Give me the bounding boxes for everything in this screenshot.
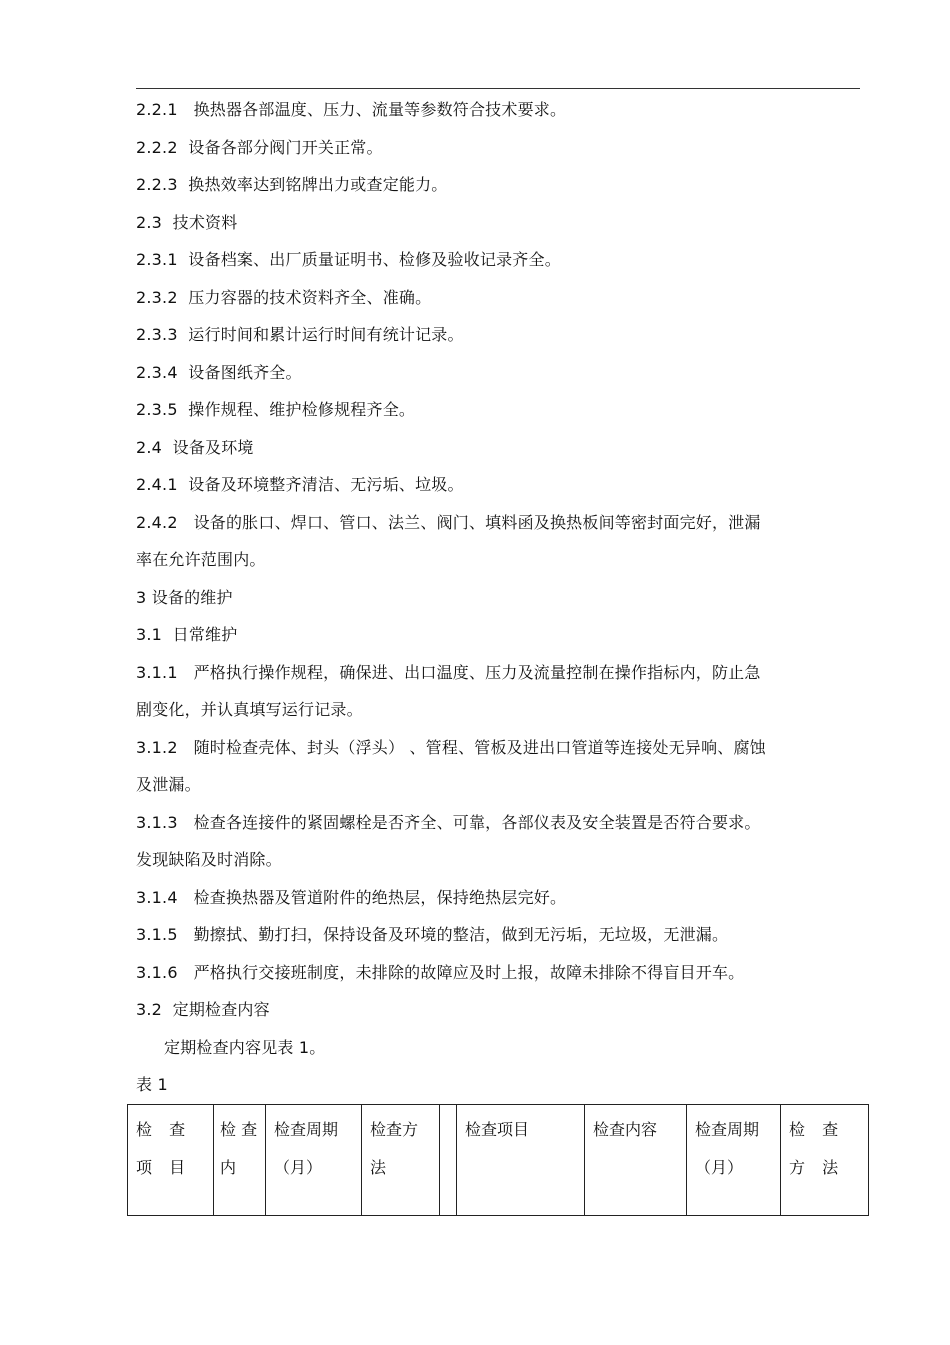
clause-text: 运行时间和累计运行时间有统计记录。 — [188, 325, 464, 344]
clause-text: 换热器各部温度、压力、流量等参数符合技术要求。 — [193, 100, 567, 119]
clause-text: 换热效率达到铭牌出力或查定能力。 — [188, 175, 448, 194]
section-heading — [136, 434, 860, 472]
section-heading — [136, 209, 860, 247]
clause-line — [136, 959, 860, 997]
header-cell-period-2: 检查周期（月） — [687, 1105, 781, 1216]
clause-number: 2.2.2 — [136, 137, 178, 157]
clause-line — [136, 659, 860, 697]
clause-line — [136, 321, 860, 359]
clause-text: 及泄漏。 — [136, 775, 201, 794]
clause-line — [136, 396, 860, 434]
header-cell-method-2: 检 查 方 法 — [781, 1105, 869, 1216]
document-body — [136, 96, 860, 1109]
clause-number: 2.3.4 — [136, 362, 178, 382]
clause-number: 3 — [136, 587, 147, 607]
clause-line — [136, 921, 860, 959]
clause-number: 2.2.3 — [136, 175, 178, 194]
clause-number: 3.1.1 — [136, 662, 178, 682]
clause-text: 设备的维护 — [151, 587, 233, 607]
header-cell-content: 检 查 内 — [214, 1105, 266, 1216]
clause-number: 3.1.3 — [136, 812, 178, 832]
clause-text: 剧变化，并认真填写运行记录。 — [136, 700, 363, 719]
clause-number: 3.2 — [136, 1000, 163, 1019]
header-cell-item-2: 检查项目 — [457, 1105, 585, 1216]
clause-text: 随时检查壳体、封头（浮头） 、管程、管板及进出口管道等连接处无异响、腐蚀 — [193, 737, 766, 757]
clause-line — [136, 284, 860, 322]
clause-number: 2.4.2 — [136, 512, 178, 532]
clause-text: 严格执行操作规程，确保进、出口温度、压力及流量控制在操作指标内，防止急 — [193, 662, 761, 682]
chapter-heading — [136, 584, 860, 622]
clause-line — [136, 134, 860, 172]
inspection-table — [127, 1104, 869, 1216]
clause-number: 3.1 — [136, 625, 163, 644]
section-heading — [136, 996, 860, 1034]
clause-text: 设备各部分阀门开关正常。 — [188, 137, 383, 157]
clause-number: 2.4 — [136, 437, 163, 457]
clause-text: 定期检查内容 — [172, 1000, 270, 1019]
clause-line — [136, 471, 860, 509]
clause-text: 勤擦拭、勤打扫，保持设备及环境的整洁，做到无污垢，无垃圾，无泄漏。 — [193, 925, 729, 944]
clause-line — [136, 509, 860, 547]
clause-continuation — [136, 771, 860, 809]
clause-number: 3.1.5 — [136, 925, 178, 944]
table-label: 表 1 — [136, 1075, 168, 1094]
clause-text: 技术资料 — [172, 212, 238, 232]
header-rule — [136, 88, 860, 89]
clause-line — [136, 171, 860, 209]
clause-text: 设备图纸齐全。 — [188, 362, 302, 382]
clause-line — [136, 884, 860, 922]
clause-text: 设备档案、出厂质量证明书、检修及验收记录齐全。 — [188, 250, 561, 269]
clause-number: 2.3.5 — [136, 400, 178, 419]
clause-number: 3.1.2 — [136, 737, 178, 757]
section-heading — [136, 621, 860, 659]
intro-text: 定期检查内容见表 1。 — [164, 1037, 326, 1057]
clause-text: 严格执行交接班制度，未排除的故障应及时上报，故障未排除不得盲目开车。 — [193, 962, 745, 982]
clause-number: 2.3.1 — [136, 250, 178, 269]
clause-number: 2.3.3 — [136, 325, 178, 344]
clause-text: 检查换热器及管道附件的绝热层，保持绝热层完好。 — [193, 887, 567, 907]
clause-text: 操作规程、维护检修规程齐全。 — [188, 400, 416, 419]
clause-continuation — [136, 846, 860, 884]
header-cell-period: 检查周期（月） — [266, 1105, 362, 1216]
clause-text: 设备及环境整齐清洁、无污垢、垃圾。 — [188, 475, 464, 494]
header-cell-item: 检 查 项 目 — [128, 1105, 214, 1216]
header-cell-content-2: 检查内容 — [585, 1105, 687, 1216]
clause-line — [136, 359, 860, 397]
clause-text: 设备及环境 — [172, 437, 254, 457]
clause-line — [136, 734, 860, 772]
clause-continuation — [136, 546, 860, 584]
clause-number: 2.3 — [136, 212, 163, 232]
clause-number: 2.4.1 — [136, 475, 178, 494]
clause-number: 2.3.2 — [136, 287, 178, 307]
header-cell-spacer — [440, 1105, 457, 1216]
clause-text: 发现缺陷及时消除。 — [136, 850, 282, 869]
clause-text: 设备的胀口、焊口、管口、法兰、阀门、填料函及换热板间等密封面完好，泄漏 — [193, 512, 761, 532]
clause-line — [136, 246, 860, 284]
clause-continuation — [136, 696, 860, 734]
clause-text: 日常维护 — [172, 625, 238, 644]
table-header-row — [128, 1105, 869, 1216]
clause-line — [136, 96, 860, 134]
clause-line — [136, 809, 860, 847]
clause-text: 压力容器的技术资料齐全、准确。 — [188, 287, 432, 307]
clause-number: 2.2.1 — [136, 100, 178, 119]
clause-number: 3.1.6 — [136, 962, 178, 982]
header-cell-method: 检查方法 — [362, 1105, 440, 1216]
clause-text: 率在允许范围内。 — [136, 550, 266, 569]
clause-number: 3.1.4 — [136, 887, 178, 907]
clause-text: 检查各连接件的紧固螺栓是否齐全、可靠，各部仪表及安全装置是否符合要求。 — [193, 812, 761, 832]
